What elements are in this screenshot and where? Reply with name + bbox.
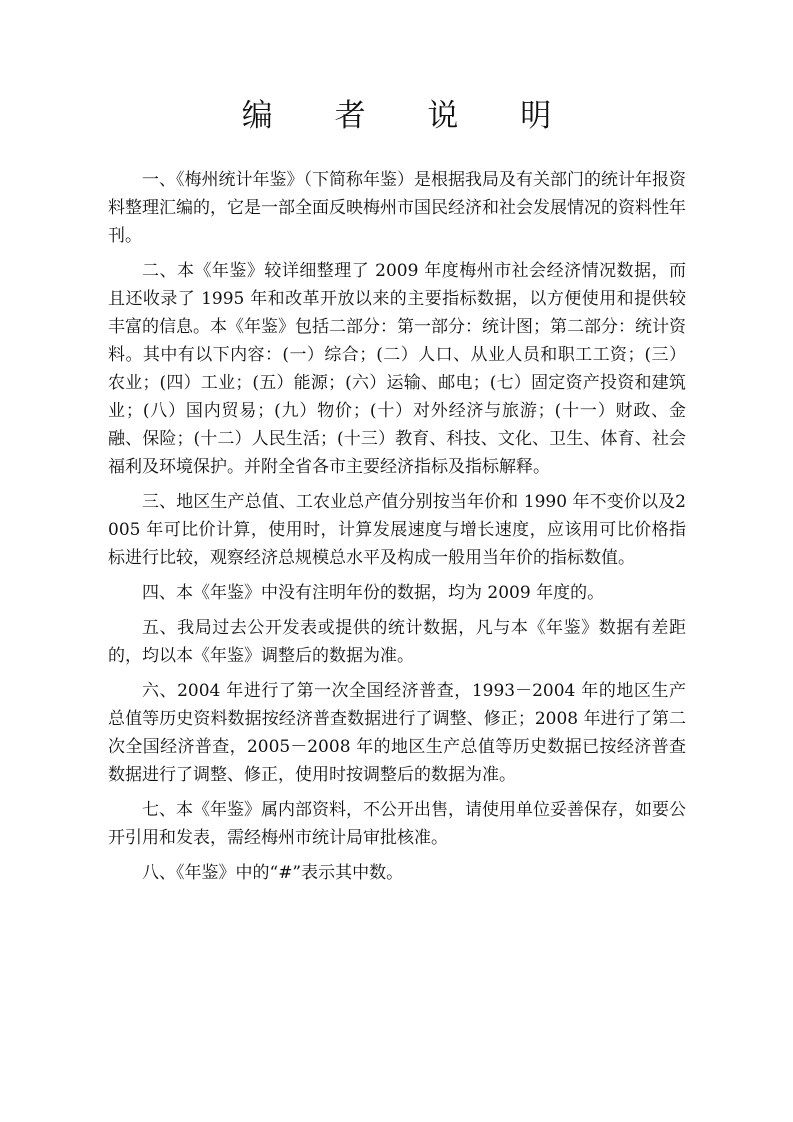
paragraph-7: 七、本《年鉴》属内部资料，不公开出售，请使用单位妥善保存，如要公开引用和发表，需经梅州市统计局审批核准。 xyxy=(108,800,686,848)
paragraph-1: 一、《梅州统计年鉴》（下简称年鉴）是根据我局及有关部门的统计年报资料整理汇编的，它是一部全面反映梅州市国民经济和社会发展情况的资料性年刊。 xyxy=(108,170,686,246)
paragraph-2: 二、本《年鉴》较详细整理了 2009 年度梅州市社会经济情况数据，而且还收录了 1995 年和改革开放以来的主要指标数据，以方便使用和提供较丰富的信息。本《年鉴》包括二部分：第一部分：统计图；第二部分：统计资料。其中有以下内容：(一）综合；(二）人口、从业人员和职工工资；(三）农业；(四）工业；(五）能源；(六）运输、邮电；(七）固定资产投资和建筑业；(八）国内贸易；(九）物价；(十）对外经济与旅游；(十一）财政、金融、保险；(十二）人民生活；(十三）教育、科技、文化、卫生、体育、社会福利及环境保护。并附全省各市主要经济指标及指标解释。 xyxy=(108,261,686,477)
page-title: 编 者 说 明 xyxy=(241,98,578,134)
paragraph-4: 四、本《年鉴》中没有注明年份的数据，均为 2009 年度的。 xyxy=(142,583,605,603)
paragraph-8: 八、《年鉴》中的“#”表示其中数。 xyxy=(142,863,404,883)
paragraph-5: 五、我局过去公开发表或提供的统计数据，凡与本《年鉴》数据有差距的，均以本《年鉴》调整后的数据为准。 xyxy=(108,618,686,666)
paragraph-6: 六、2004 年进行了第一次全国经济普查，1993－2004 年的地区生产总值等历史资料数据按经济普查数据进行了调整、修正；2008 年进行了第二次全国经济普查，2005－2008 年的地区生产总值等历史数据已按经济普查数据进行了调整、修正，使用时按调整后的数据为准。 xyxy=(108,681,686,785)
document-body xyxy=(108,166,686,894)
paragraph-3: 三、地区生产总值、工农业总产值分别按当年价和 1990 年不变价以及2005 年可比价计算，使用时，计算发展速度与增长速度，应该用可比价格指标进行比较，观察经济总规模总水平及构成一般用当年价的指标数值。 xyxy=(108,492,686,568)
